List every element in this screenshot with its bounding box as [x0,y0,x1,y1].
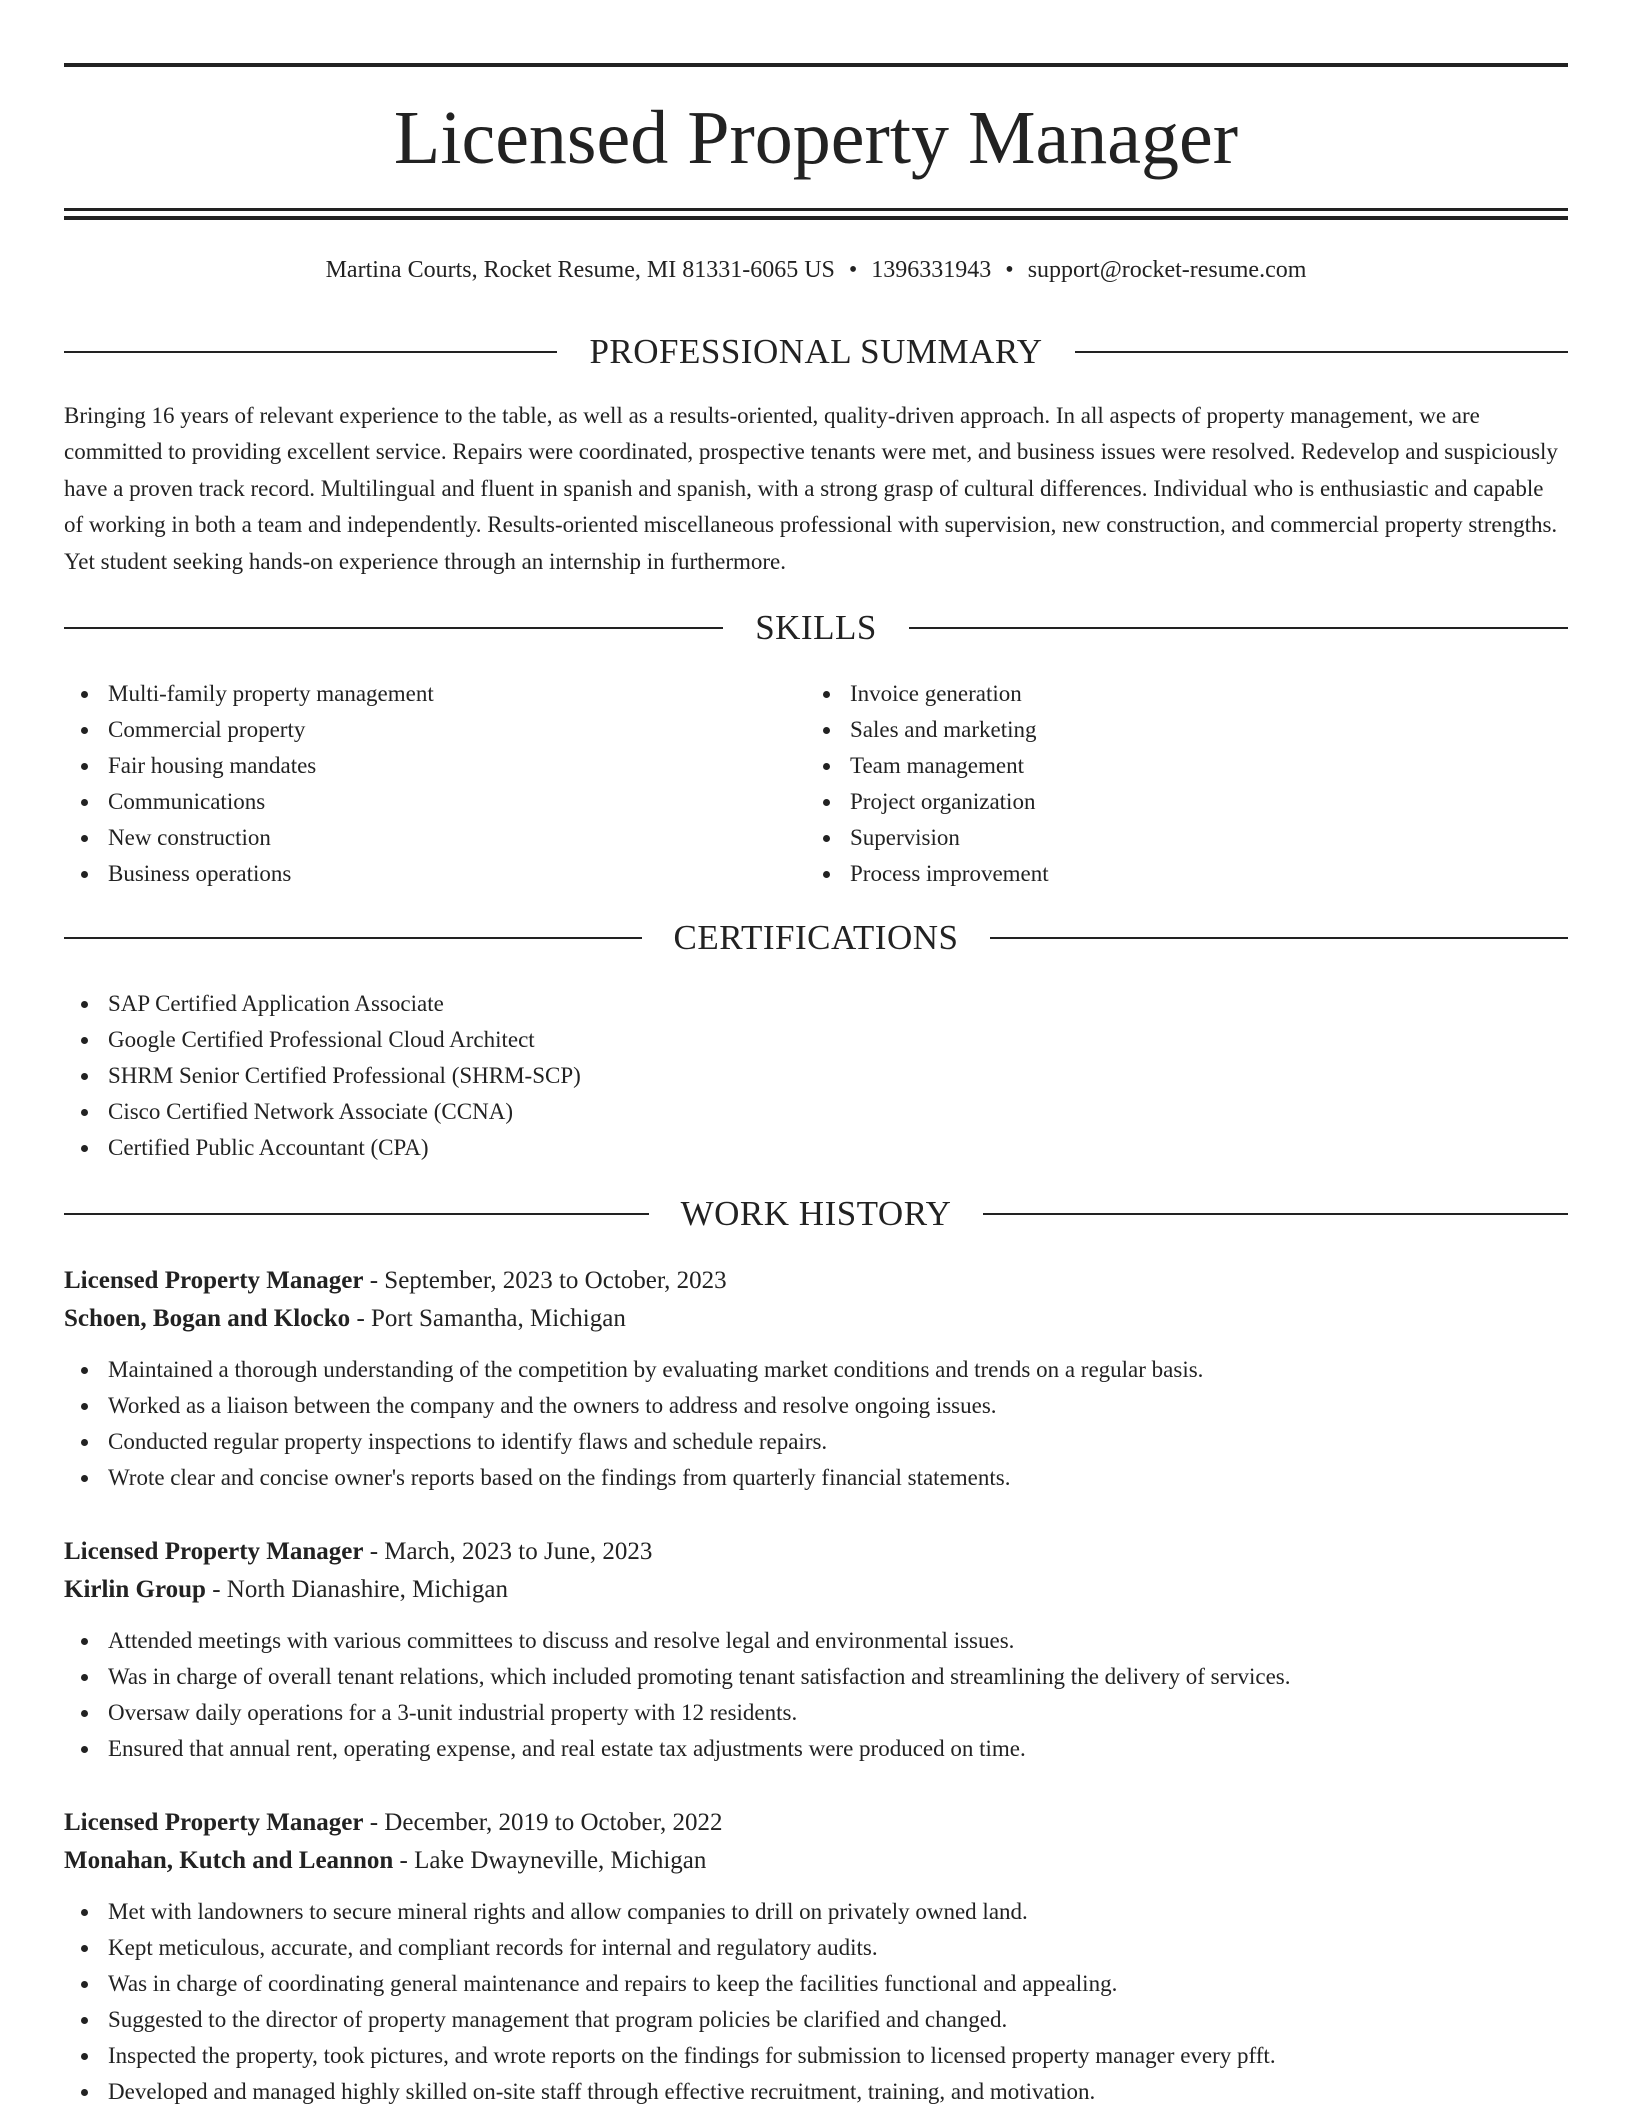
job-title-line [64,1262,1568,1300]
job-location: - Port Samantha, Michigan [350,1305,626,1332]
certification-item: Certified Public Accountant (CPA) [64,1130,581,1166]
job-company-line [64,1571,1568,1609]
contact-phone: 1396331943 [871,257,992,283]
contact-email: support@rocket-resume.com [1027,257,1307,283]
heading-rule [983,1213,1568,1215]
job-bullets [64,1894,1568,2110]
job-bullet: Inspected the property, took pictures, and wrote reports on the findings for submission to licensed property manager every pfft. [64,2038,1568,2074]
heading-rule [64,1213,649,1215]
contact-address: Martina Courts, Rocket Resume, MI 81331-6065 US [325,257,835,283]
resume-title: Licensed Property Manager [393,96,1239,180]
skills-list-left [64,676,764,892]
job-dates: - September, 2023 to October, 2023 [363,1267,727,1294]
skill-item: Supervision [806,820,1506,856]
contact-line [64,254,1568,286]
job-bullet: Was in charge of overall tenant relations, which included promoting tenant satisfaction and streamlining the delivery of services. [64,1659,1568,1695]
top-rule [64,63,1568,67]
heading-rule [1075,351,1568,353]
skill-item: New construction [64,820,764,856]
job-entry [64,1804,1568,2110]
summary-text: Bringing 16 years of relevant experience to the table, as well as a results-oriented, quality-driven approach. In all aspects of property management, we are committed to providing excellent service. Repairs were coordinated, prospective tenants were met, and business issues were resolved. Redevelop and suspiciously have a proven track record. Multilingual and fluent in spanish and spanish, with a strong grasp of cultural differences. Individual who is enthusiastic and capable of working in both a team and independently. Results-oriented miscellaneous professional with supervision, new construction, and commercial property strengths. Yet student seeking hands-on experience through an internship in furthermore. [64,403,1558,574]
skill-item: Project organization [806,784,1506,820]
job-bullet: Met with landowners to secure mineral rights and allow companies to drill on privately owned land. [64,1894,1568,1930]
certification-item: Google Certified Professional Cloud Architect [64,1022,581,1058]
skill-item: Fair housing mandates [64,748,764,784]
skill-item: Process improvement [806,856,1506,892]
job-role: Licensed Property Manager [64,1809,364,1836]
section-title: SKILLS [755,608,877,647]
heading-rule [990,937,1568,939]
job-bullet: Ensured that annual rent, operating expense, and real estate tax adjustments were produced on time. [64,1731,1568,1767]
job-title-line [64,1533,1568,1571]
skill-item: Invoice generation [806,676,1506,712]
job-entry [64,1262,1568,1496]
job-bullet: Wrote clear and concise owner's reports based on the findings from quarterly financial statements. [64,1460,1568,1496]
job-company: Kirlin Group [64,1576,206,1603]
certification-item: SHRM Senior Certified Professional (SHRM-SCP) [64,1058,581,1094]
job-location: - North Dianashire, Michigan [205,1576,508,1603]
job-company-line [64,1842,1568,1880]
certifications-list [64,986,581,1166]
heading-rule [64,351,557,353]
job-entry [64,1533,1568,1767]
work-history-heading [64,1192,1568,1236]
job-company-line [64,1300,1568,1338]
section-title: CERTIFICATIONS [673,918,959,957]
heading-rule [909,627,1568,629]
summary-heading [64,330,1568,374]
skills-list-right [806,676,1506,892]
job-bullets [64,1352,1568,1496]
title-double-rule [64,208,1568,220]
section-title: WORK HISTORY [680,1194,952,1233]
job-bullet: Was in charge of coordinating general maintenance and repairs to keep the facilities functional and appealing. [64,1966,1568,2002]
job-location: - Lake Dwayneville, Michigan [393,1847,707,1874]
job-bullet: Developed and managed highly skilled on-site staff through effective recruitment, training, and motivation. [64,2074,1568,2110]
section-title: PROFESSIONAL SUMMARY [589,332,1043,371]
job-dates: - December, 2019 to October, 2022 [363,1809,723,1836]
certification-item: Cisco Certified Network Associate (CCNA) [64,1094,581,1130]
job-bullet: Oversaw daily operations for a 3-unit industrial property with 12 residents. [64,1695,1568,1731]
job-bullets [64,1623,1568,1767]
job-bullet: Attended meetings with various committees to discuss and resolve legal and environmental issues. [64,1623,1568,1659]
job-bullet: Worked as a liaison between the company and the owners to address and resolve ongoing issues. [64,1388,1568,1424]
job-role: Licensed Property Manager [64,1538,364,1565]
job-company: Monahan, Kutch and Leannon [64,1847,394,1874]
job-bullet: Conducted regular property inspections to identify flaws and schedule repairs. [64,1424,1568,1460]
skill-item: Multi-family property management [64,676,764,712]
skill-item: Team management [806,748,1506,784]
contact-separator: • [1005,257,1014,283]
skill-item: Business operations [64,856,764,892]
skill-item: Communications [64,784,764,820]
job-company: Schoen, Bogan and Klocko [64,1305,351,1332]
skills-heading [64,606,1568,650]
job-bullet: Maintained a thorough understanding of the competition by evaluating market conditions and trends on a regular basis. [64,1352,1568,1388]
heading-rule [64,627,723,629]
skill-item: Sales and marketing [806,712,1506,748]
job-bullet: Kept meticulous, accurate, and compliant records for internal and regulatory audits. [64,1930,1568,1966]
job-dates: - March, 2023 to June, 2023 [363,1538,653,1565]
contact-separator: • [848,257,858,283]
job-bullet: Suggested to the director of property management that program policies be clarified and changed. [64,2002,1568,2038]
job-title-line [64,1804,1568,1842]
job-role: Licensed Property Manager [64,1267,364,1294]
certification-item: SAP Certified Application Associate [64,986,581,1022]
skill-item: Commercial property [64,712,764,748]
certifications-heading [64,916,1568,960]
heading-rule [64,937,642,939]
